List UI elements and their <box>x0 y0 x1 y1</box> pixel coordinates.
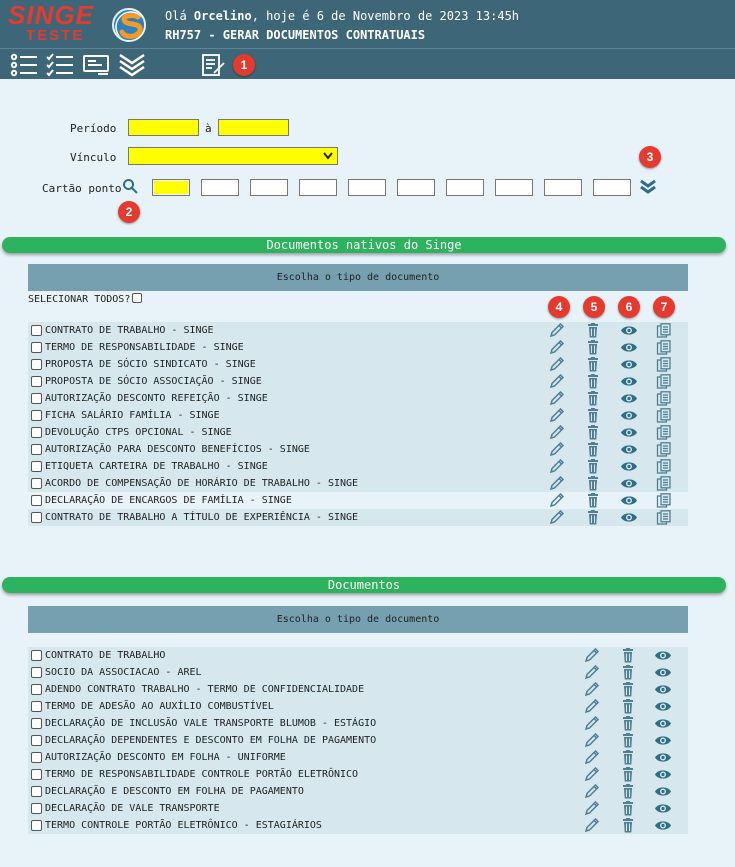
item-checkbox[interactable] <box>31 512 42 523</box>
item-checkbox[interactable] <box>31 667 42 678</box>
item-label: ETIQUETA CARTEIRA DE TRABALHO - SINGE <box>45 461 268 472</box>
badge-6: 6 <box>618 296 640 318</box>
cartao-ponto-input-2[interactable] <box>201 179 239 196</box>
search-icon[interactable] <box>122 178 138 194</box>
view-eye-icon[interactable] <box>620 493 636 508</box>
edit-pencil-icon[interactable] <box>549 374 565 389</box>
badge-4: 4 <box>548 296 570 318</box>
edit-pencil-icon[interactable] <box>584 818 600 833</box>
list-item <box>28 407 688 424</box>
item-label: CONTRATO DE TRABALHO - SINGE <box>45 325 214 336</box>
documents-header: Escolha o tipo de documento <box>28 606 688 633</box>
copy-icon[interactable] <box>656 323 672 338</box>
cartao-ponto-input-9[interactable] <box>544 179 582 196</box>
periodo-separator: à <box>205 122 212 135</box>
expand-icon[interactable] <box>118 53 146 77</box>
item-checkbox[interactable] <box>31 701 42 712</box>
delete-trash-icon[interactable] <box>620 818 636 833</box>
item-label: PROPOSTA DE SÓCIO ASSOCIAÇÃO - SINGE <box>45 376 262 387</box>
view-eye-icon[interactable] <box>654 682 670 697</box>
edit-pencil-icon[interactable] <box>584 648 600 663</box>
toolbar <box>0 48 735 79</box>
list-item <box>28 647 688 664</box>
delete-trash-icon[interactable] <box>585 374 601 389</box>
item-checkbox[interactable] <box>31 325 42 336</box>
delete-trash-icon[interactable] <box>620 784 636 799</box>
copy-icon[interactable] <box>656 340 672 355</box>
delete-trash-icon[interactable] <box>585 425 601 440</box>
cartao-ponto-input-7[interactable] <box>446 179 484 196</box>
view-eye-icon[interactable] <box>654 801 670 816</box>
item-checkbox[interactable] <box>31 444 42 455</box>
list-item <box>28 475 688 492</box>
list-item <box>28 698 688 715</box>
copy-icon[interactable] <box>656 374 672 389</box>
periodo-end-input[interactable] <box>218 119 289 136</box>
view-eye-icon[interactable] <box>654 818 670 833</box>
edit-pencil-icon[interactable] <box>584 665 600 680</box>
delete-trash-icon[interactable] <box>620 665 636 680</box>
list-item <box>28 664 688 681</box>
cartao-ponto-input-3[interactable] <box>250 179 288 196</box>
item-label: AUTORIZAÇÃO DESCONTO EM FOLHA - UNIFORME <box>45 752 286 763</box>
logo-singe-text: SINGE <box>8 0 94 30</box>
list-item <box>28 322 688 339</box>
expand-more-icon[interactable] <box>639 178 657 194</box>
edit-pencil-icon[interactable] <box>549 340 565 355</box>
item-checkbox[interactable] <box>31 376 42 387</box>
list-icon[interactable] <box>10 53 38 77</box>
periodo-start-input[interactable] <box>128 119 199 136</box>
edit-pencil-icon[interactable] <box>549 323 565 338</box>
delete-trash-icon[interactable] <box>585 459 601 474</box>
program-title: RH757 - GERAR DOCUMENTOS CONTRATUAIS <box>165 28 426 42</box>
list-item <box>28 715 688 732</box>
edit-pencil-icon[interactable] <box>549 510 565 525</box>
checklist-icon[interactable] <box>46 53 74 77</box>
view-eye-icon[interactable] <box>620 442 636 457</box>
native-documents-list <box>28 322 688 526</box>
list-item <box>28 492 688 509</box>
logo-teste-text: TESTE <box>26 27 85 44</box>
delete-trash-icon[interactable] <box>620 648 636 663</box>
list-item <box>28 373 688 390</box>
periodo-label: Período <box>70 122 117 135</box>
native-documents-bar: Documentos nativos do Singe <box>2 237 726 253</box>
document-edit-icon[interactable] <box>200 53 228 77</box>
logo-emblem-icon <box>112 8 146 42</box>
view-eye-icon[interactable] <box>620 510 636 525</box>
edit-pencil-icon[interactable] <box>584 784 600 799</box>
delete-trash-icon[interactable] <box>585 408 601 423</box>
item-label: TERMO DE RESPONSABILIDADE CONTROLE PORTÃO ELETRÔNICO <box>45 769 359 780</box>
item-checkbox[interactable] <box>31 478 42 489</box>
view-eye-icon[interactable] <box>654 784 670 799</box>
edit-pencil-icon[interactable] <box>549 442 565 457</box>
edit-pencil-icon[interactable] <box>549 493 565 508</box>
list-item <box>28 441 688 458</box>
delete-trash-icon[interactable] <box>585 357 601 372</box>
chevron-down-icon <box>323 152 333 160</box>
delete-trash-icon[interactable] <box>620 716 636 731</box>
item-label: DECLARAÇÃO DE ENCARGOS DE FAMÍLIA - SINGE <box>45 495 292 506</box>
view-eye-icon[interactable] <box>654 665 670 680</box>
list-item <box>28 356 688 373</box>
cartao-ponto-input-4[interactable] <box>299 179 337 196</box>
item-label: SOCIO DA ASSOCIACAO - AREL <box>45 667 202 678</box>
list-item <box>28 339 688 356</box>
cartao-ponto-input-8[interactable] <box>495 179 533 196</box>
cartao-ponto-input-5[interactable] <box>348 179 386 196</box>
cartao-ponto-label: Cartão ponto <box>42 182 122 195</box>
cartao-ponto-input-6[interactable] <box>397 179 435 196</box>
item-label: PROPOSTA DE SÓCIO SINDICATO - SINGE <box>45 359 256 370</box>
item-checkbox[interactable] <box>31 342 42 353</box>
list-item <box>28 732 688 749</box>
view-eye-icon[interactable] <box>620 476 636 491</box>
view-eye-icon[interactable] <box>654 767 670 782</box>
edit-pencil-icon[interactable] <box>584 733 600 748</box>
item-label: DECLARAÇÃO E DESCONTO EM FOLHA DE PAGAMENTO <box>45 786 304 797</box>
item-label: FICHA SALÁRIO FAMÍLIA - SINGE <box>45 410 220 421</box>
delete-trash-icon[interactable] <box>620 699 636 714</box>
edit-pencil-icon[interactable] <box>549 476 565 491</box>
delete-trash-icon[interactable] <box>620 801 636 816</box>
card-icon[interactable] <box>82 53 110 77</box>
native-documents-header: Escolha o tipo de documento <box>28 264 688 291</box>
item-label: ACORDO DE COMPENSAÇÃO DE HORÁRIO DE TRABALHO - SINGE <box>45 478 359 489</box>
vinculo-select[interactable] <box>128 147 338 165</box>
cartao-ponto-input-10[interactable] <box>593 179 631 196</box>
list-item <box>28 817 688 834</box>
list-item <box>28 681 688 698</box>
delete-trash-icon[interactable] <box>585 323 601 338</box>
item-label: AUTORIZAÇÃO PARA DESCONTO BENEFÍCIOS - SINGE <box>45 444 310 455</box>
item-label: DECLARAÇÃO DEPENDENTES E DESCONTO EM FOLHA DE PAGAMENTO <box>45 735 377 746</box>
item-label: ADENDO CONTRATO TRABALHO - TERMO DE CONFIDENCIALIDADE <box>45 684 365 695</box>
badge-1: 1 <box>233 54 255 76</box>
documents-list <box>28 647 688 834</box>
edit-pencil-icon[interactable] <box>584 767 600 782</box>
badge-7: 7 <box>653 296 675 318</box>
edit-pencil-icon[interactable] <box>549 391 565 406</box>
greeting-text: Olá Orcelino, hoje é 6 de Novembro de 2023 13:45h <box>165 9 520 23</box>
copy-icon[interactable] <box>656 357 672 372</box>
item-checkbox[interactable] <box>31 820 42 831</box>
item-checkbox[interactable] <box>31 786 42 797</box>
list-item <box>28 509 688 526</box>
copy-icon[interactable] <box>656 510 672 525</box>
item-label: DECLARAÇÃO DE INCLUSÃO VALE TRANSPORTE BLUMOB - ESTÁGIO <box>45 718 377 729</box>
delete-trash-icon[interactable] <box>620 750 636 765</box>
delete-trash-icon[interactable] <box>620 767 636 782</box>
list-item <box>28 749 688 766</box>
edit-pencil-icon[interactable] <box>549 357 565 372</box>
copy-icon[interactable] <box>656 425 672 440</box>
view-eye-icon[interactable] <box>654 750 670 765</box>
view-eye-icon[interactable] <box>620 391 636 406</box>
delete-trash-icon[interactable] <box>585 442 601 457</box>
badge-3: 3 <box>639 146 661 168</box>
item-checkbox[interactable] <box>31 769 42 780</box>
copy-icon[interactable] <box>656 442 672 457</box>
select-all <box>28 293 142 305</box>
list-item <box>28 390 688 407</box>
view-eye-icon[interactable] <box>620 408 636 423</box>
item-checkbox[interactable] <box>31 735 42 746</box>
item-label: TERMO DE ADESÃO AO AUXÍLIO COMBUSTÍVEL <box>45 701 274 712</box>
item-label: TERMO DE RESPONSABILIDADE - SINGE <box>45 342 244 353</box>
item-checkbox[interactable] <box>31 684 42 695</box>
delete-trash-icon[interactable] <box>585 493 601 508</box>
delete-trash-icon[interactable] <box>585 391 601 406</box>
view-eye-icon[interactable] <box>620 323 636 338</box>
documents-bar: Documentos <box>2 577 726 593</box>
copy-icon[interactable] <box>656 391 672 406</box>
view-eye-icon[interactable] <box>654 716 670 731</box>
item-checkbox[interactable] <box>31 803 42 814</box>
edit-pencil-icon[interactable] <box>584 750 600 765</box>
cartao-ponto-input-1[interactable] <box>152 179 190 196</box>
item-label: DEVOLUÇÃO CTPS OPCIONAL - SINGE <box>45 427 232 438</box>
list-item <box>28 458 688 475</box>
item-checkbox[interactable] <box>31 461 42 472</box>
badge-2: 2 <box>118 201 140 223</box>
item-checkbox[interactable] <box>31 650 42 661</box>
select-all-checkbox[interactable] <box>132 293 142 303</box>
view-eye-icon[interactable] <box>654 733 670 748</box>
view-eye-icon[interactable] <box>654 699 670 714</box>
item-checkbox[interactable] <box>31 427 42 438</box>
item-label: AUTORIZAÇÃO DESCONTO REFEIÇÃO - SINGE <box>45 393 268 404</box>
edit-pencil-icon[interactable] <box>584 699 600 714</box>
item-label: TERMO CONTROLE PORTÃO ELETRÔNICO - ESTAGIÁRIOS <box>45 820 322 831</box>
delete-trash-icon[interactable] <box>620 682 636 697</box>
item-label: DECLARAÇÃO DE VALE TRANSPORTE <box>45 803 220 814</box>
delete-trash-icon[interactable] <box>585 510 601 525</box>
select-all-label: SELECIONAR TODOS? <box>28 294 131 305</box>
edit-pencil-icon[interactable] <box>584 716 600 731</box>
delete-trash-icon[interactable] <box>620 733 636 748</box>
copy-icon[interactable] <box>656 493 672 508</box>
view-eye-icon[interactable] <box>654 648 670 663</box>
delete-trash-icon[interactable] <box>585 476 601 491</box>
list-item <box>28 800 688 817</box>
item-checkbox[interactable] <box>31 752 42 763</box>
copy-icon[interactable] <box>656 476 672 491</box>
edit-pencil-icon[interactable] <box>584 801 600 816</box>
badge-5: 5 <box>583 296 605 318</box>
item-checkbox[interactable] <box>31 359 42 370</box>
copy-icon[interactable] <box>656 408 672 423</box>
user-name: Orcelino <box>193 9 252 23</box>
vinculo-label: Vínculo <box>70 151 117 164</box>
app-header <box>0 0 735 48</box>
edit-pencil-icon[interactable] <box>549 425 565 440</box>
item-checkbox[interactable] <box>31 393 42 404</box>
edit-pencil-icon[interactable] <box>584 682 600 697</box>
edit-pencil-icon[interactable] <box>549 408 565 423</box>
item-label: CONTRATO DE TRABALHO <box>45 650 166 661</box>
copy-icon[interactable] <box>656 459 672 474</box>
delete-trash-icon[interactable] <box>585 340 601 355</box>
item-checkbox[interactable] <box>31 495 42 506</box>
logo[interactable] <box>8 0 94 44</box>
list-item <box>28 766 688 783</box>
item-label: CONTRATO DE TRABALHO A TÍTULO DE EXPERIÊNCIA - SINGE <box>45 512 359 523</box>
view-eye-icon[interactable] <box>620 459 636 474</box>
view-eye-icon[interactable] <box>620 374 636 389</box>
edit-pencil-icon[interactable] <box>549 459 565 474</box>
list-item <box>28 424 688 441</box>
item-checkbox[interactable] <box>31 718 42 729</box>
list-item <box>28 783 688 800</box>
view-eye-icon[interactable] <box>620 340 636 355</box>
view-eye-icon[interactable] <box>620 425 636 440</box>
item-checkbox[interactable] <box>31 410 42 421</box>
view-eye-icon[interactable] <box>620 357 636 372</box>
